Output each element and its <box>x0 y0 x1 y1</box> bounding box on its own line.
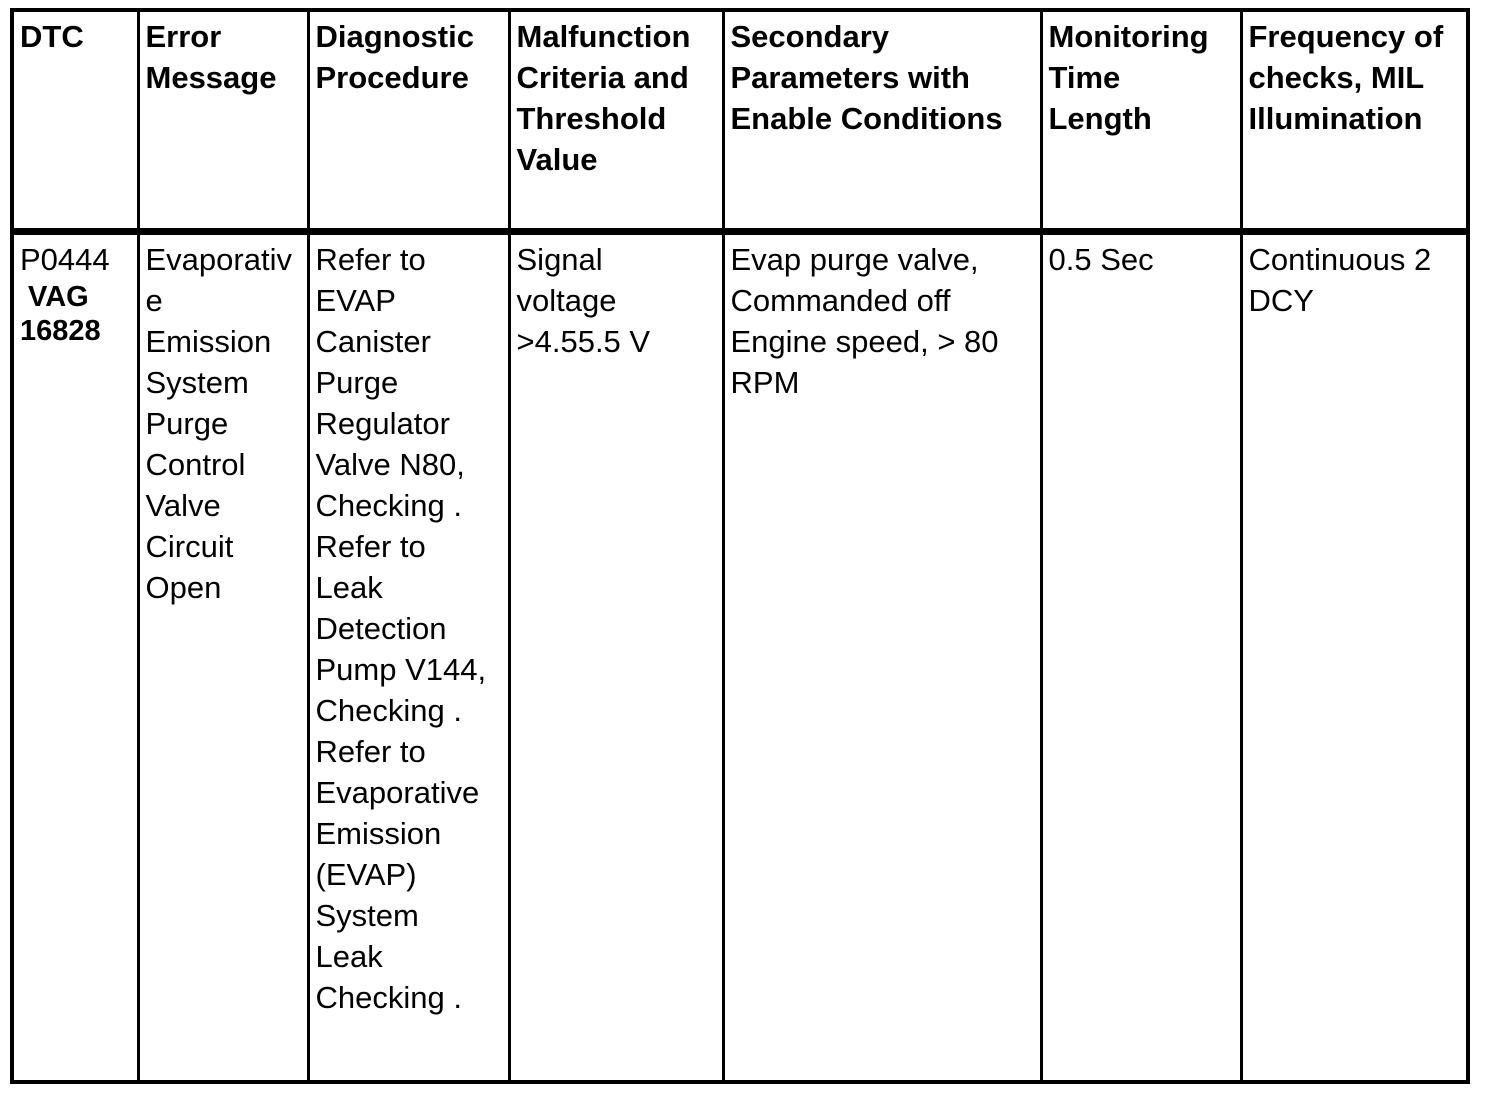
cell-monitoring-time: 0.5 Sec <box>1041 232 1241 1083</box>
header-row <box>12 10 1468 232</box>
cell-diagnostic-procedure: Refer to EVAP Canister Purge Regulator Valve N80, Checking . Refer to Leak Detection Pump V144, Checking . Refer to Evaporative Emission (EVAP) System Leak Checking . <box>308 232 509 1083</box>
header-frequency: Frequency of checks, MIL Illumination <box>1241 10 1468 232</box>
cell-malfunction-criteria: Signal voltage >4.55.5 V <box>509 232 723 1083</box>
header-diagnostic-procedure: Diagnostic Procedure <box>308 10 509 232</box>
dtc-code: P0444 <box>20 242 110 277</box>
header-monitoring-time: Monitoring Time Length <box>1041 10 1241 232</box>
vag-label: VAG <box>28 281 89 313</box>
cell-error-message: Evaporativ e Emission System Purge Control Valve Circuit Open <box>138 232 308 1083</box>
table-row <box>12 232 1468 1083</box>
cell-dtc <box>12 232 138 1083</box>
cell-frequency: Continuous 2 DCY <box>1241 232 1468 1083</box>
vag-number: 16828 <box>20 315 101 347</box>
header-secondary-parameters: Secondary Parameters with Enable Conditions <box>723 10 1041 232</box>
header-error-message: Error Message <box>138 10 308 232</box>
header-dtc: DTC <box>12 10 138 232</box>
header-malfunction-criteria: Malfunction Criteria and Threshold Value <box>509 10 723 232</box>
cell-secondary-parameters: Evap purge valve, Commanded off Engine speed, > 80 RPM <box>723 232 1041 1083</box>
dtc-table <box>10 8 1470 1084</box>
